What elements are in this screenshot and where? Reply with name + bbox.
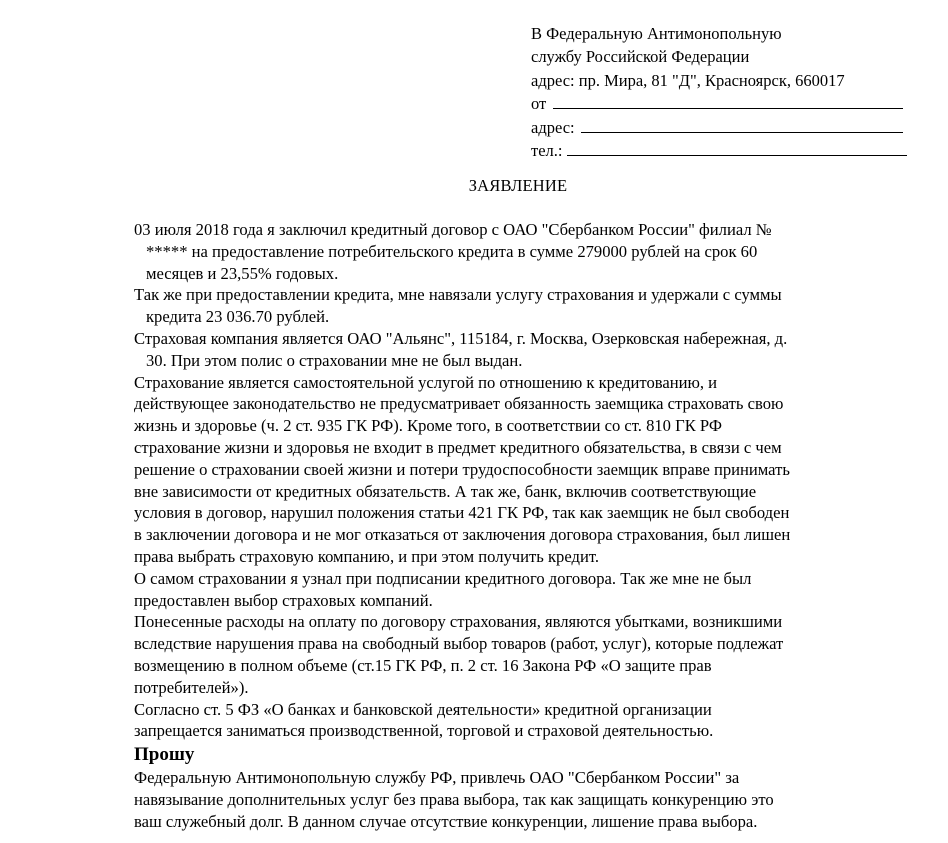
request-line: ваш служебный долг. В данном случае отсутствие конкуренции, лишение права выбора. [134,811,758,831]
body-line: месяцев и 23,55% годовых. [146,263,339,283]
request-heading: Прошу [134,744,195,766]
address-row [531,116,931,139]
body-line: предоставлен выбор страховых компаний. [134,590,433,610]
phone-row [531,139,931,162]
address-fill-line [581,118,903,133]
address-label: адрес: [531,117,575,137]
body-line: 03 июля 2018 года я заключил кредитный договор с ОАО "Сбербанком России" филиал № [134,220,772,239]
addressee-block [531,22,931,162]
from-fill-line [553,94,903,109]
phone-fill-line [567,141,907,156]
body-line: права выбрать страховую компанию, и при этом получить кредит. [134,546,599,566]
body-line: условия в договор, нарушил положения статьи 421 ГК РФ, так как заемщик не был свободен [134,503,790,523]
body-line: страхование жизни и здоровья не входит в предмет кредитного обязательства, в связи с чем [134,437,782,457]
body-line: решение о страховании своей жизни и потери трудоспособности заемщик вправе принимать [134,459,790,479]
from-row [531,92,931,115]
body-line: возмещению в полном объеме (ст.15 ГК РФ, п. 2 ст. 16 Закона РФ «О защите прав [134,655,712,675]
body-line: Понесенные расходы на оплату по договору страхования, являются убытками, возникшими [134,612,783,632]
request-line: навязывание дополнительных услуг без права выбора, так как защищать конкуренцию это [134,789,774,809]
body-line: Согласно ст. 5 ФЗ «О банках и банковской деятельности» кредитной организации [134,699,712,719]
document-body [134,219,894,833]
body-line: вне зависимости от кредитных обязательств. А так же, банк, включив соответствующие [134,481,757,501]
from-label: от [531,94,547,114]
body-line: Так же при предоставлении кредита, мне навязали услугу страхования и удержали с суммы [134,285,782,305]
request-line: Федеральную Антимонопольную службу РФ, привлечь ОАО "Сбербанком России" за [134,768,740,788]
document-title: ЗАЯВЛЕНИЕ [468,176,568,195]
body-line: потребителей»). [134,677,249,697]
body-line: запрещается заниматься производственной, торговой и страховой деятельностью. [134,721,714,741]
body-line: ***** на предоставление потребительского кредита в сумме 279000 рублей на срок 60 [146,241,758,261]
body-line: действующее законодательство не предусматривает обязанность заемщика страховать свою [134,394,784,414]
addressee-line-3: адрес: пр. Мира, 81 "Д", Красноярск, 660017 [531,70,845,90]
body-line: жизнь и здоровье (ч. 2 ст. 935 ГК РФ). Кроме того, в соответствии со ст. 810 ГК РФ [134,416,722,436]
body-line: О самом страховании я узнал при подписании кредитного договора. Так же мне не был [134,568,752,588]
body-line: Страхование является самостоятельной услугой по отношению к кредитованию, и [134,372,718,392]
body-line: вследствие нарушения права на свободный выбор товаров (работ, услуг), которые подлежат [134,634,784,654]
phone-label: тел.: [531,140,563,160]
body-line: 30. При этом полис о страховании мне не был выдан. [146,350,523,370]
body-line: Страховая компания является ОАО "Альянс", 115184, г. Москва, Озерковская набережная, д. [134,328,788,348]
body-line: в заключении договора и не мог отказаться от заключения договора страхования, был лишен [134,525,791,545]
body-line: кредита 23 036.70 рублей. [146,307,330,327]
addressee-line-1: В Федеральную Антимонопольную [531,24,782,43]
addressee-line-2: службу Российской Федерации [531,47,750,67]
